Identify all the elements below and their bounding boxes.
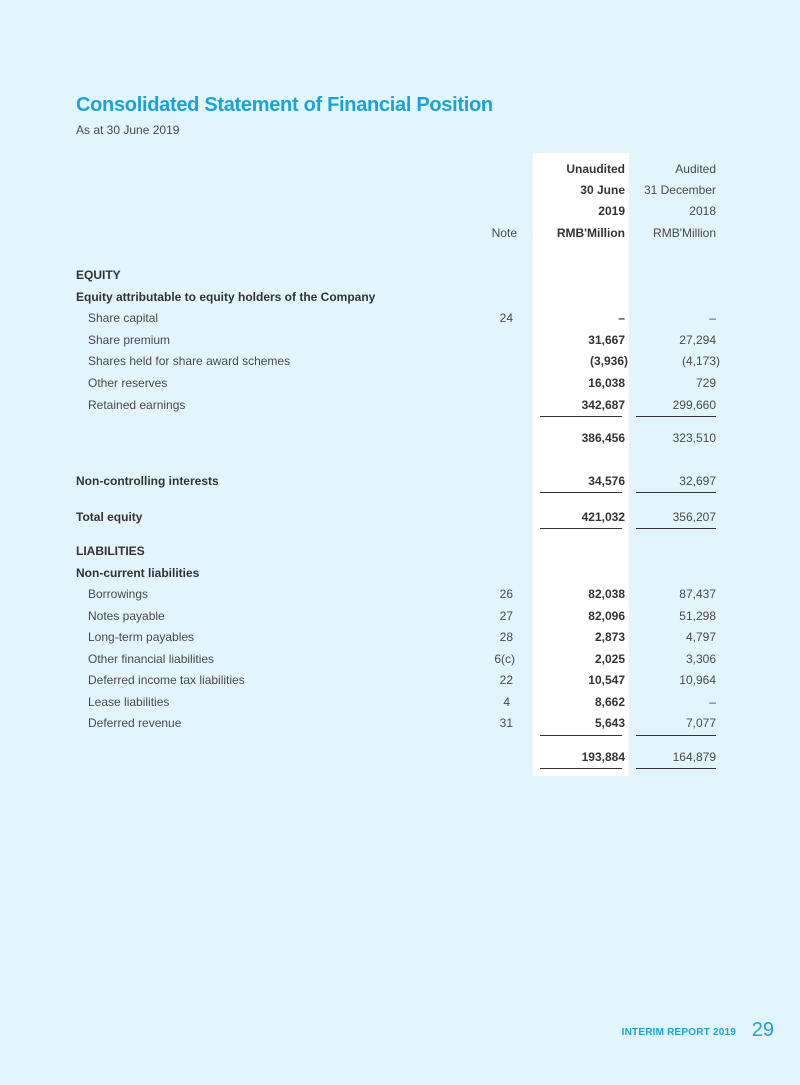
row-value-2019: 34,576: [588, 474, 625, 488]
row-label: Other financial liabilities: [88, 652, 215, 666]
subsection-label: Equity attributable to equity holders of the Company: [76, 290, 376, 304]
row-label: Retained earnings: [88, 398, 186, 412]
row-label: Shares held for share award schemes: [88, 354, 291, 368]
underline-2018: [636, 735, 716, 736]
row-value-2018: 87,437: [679, 587, 716, 601]
table-row: [0, 354, 800, 372]
section-liabilities: [0, 544, 800, 562]
row-label: Lease liabilities: [88, 695, 170, 709]
subtotal-2019: 193,884: [581, 750, 625, 764]
row-value-2019: 2,873: [594, 630, 625, 644]
underline-2018: [636, 768, 716, 769]
row-note: 31: [499, 716, 513, 730]
row-label: Other reserves: [88, 376, 168, 390]
row-value-2019: 82,096: [588, 609, 625, 623]
row-value-2019: 31,667: [588, 333, 625, 347]
header-audited-unit: RMB'Million: [653, 226, 716, 240]
row-note: 27: [499, 609, 513, 623]
row-label: Total equity: [76, 510, 143, 524]
table-row: [0, 716, 800, 734]
subtotal-2019: 386,456: [581, 431, 625, 445]
table-row: [0, 673, 800, 691]
subsection-equity-holders: [0, 290, 800, 308]
row-value-2018: 299,660: [672, 398, 716, 412]
table-row: [0, 609, 800, 627]
row-label: Notes payable: [88, 609, 165, 623]
underline-2019: [540, 768, 622, 769]
row-label: Non-controlling interests: [76, 474, 219, 488]
header-unaudited-unit: RMB'Million: [556, 226, 625, 240]
table-row: [0, 652, 800, 670]
row-value-2019: 421,032: [581, 510, 625, 524]
subsection-label: Non-current liabilities: [76, 566, 200, 580]
total-equity-row: [0, 510, 800, 528]
table-row: [0, 587, 800, 605]
header-audited-year: 2018: [689, 204, 716, 218]
row-label: Deferred revenue: [88, 716, 182, 730]
report-label: INTERIM REPORT 2019: [621, 1027, 736, 1038]
row-value-2018: 3,306: [685, 652, 716, 666]
underline-2018: [636, 492, 716, 493]
row-value-2019: 16,038: [588, 376, 625, 390]
subtotal-row: [0, 431, 800, 449]
row-value-2019: 8,662: [594, 695, 625, 709]
section-label: EQUITY: [76, 268, 121, 282]
header-note: Note: [491, 226, 517, 240]
row-value-2018: –: [709, 695, 716, 709]
row-value-2019: 2,025: [594, 652, 625, 666]
row-value-2018: 51,298: [679, 609, 716, 623]
nci-row: [0, 474, 800, 492]
page-number: 29: [751, 1019, 774, 1041]
page-subtitle: As at 30 June 2019: [76, 123, 180, 137]
underline-2019: [540, 528, 622, 529]
underline-2019: [540, 735, 622, 736]
table-row: [0, 333, 800, 351]
row-value-2019: 82,038: [588, 587, 625, 601]
table-row: [0, 398, 800, 416]
underline-2018: [636, 528, 716, 529]
row-note: 26: [499, 587, 513, 601]
row-label: Borrowings: [88, 587, 149, 601]
row-label: Share capital: [88, 311, 159, 325]
row-value-2018: 729: [695, 376, 716, 390]
table-row: [0, 695, 800, 713]
subtotal-2018: 164,879: [672, 750, 716, 764]
subtotal-2018: 323,510: [672, 431, 716, 445]
row-label: Long-term payables: [88, 630, 195, 644]
row-value-2019: 5,643: [594, 716, 625, 730]
row-value-2018: 4,797: [685, 630, 716, 644]
table-row: [0, 376, 800, 394]
underline-2018: [636, 416, 716, 417]
row-note: 24: [499, 311, 513, 325]
row-value-2019: –: [618, 311, 625, 325]
header-audited: Audited: [675, 162, 716, 176]
header-unaudited-year: 2019: [598, 204, 625, 218]
row-value-2018: 27,294: [679, 333, 716, 347]
row-note: 6(c): [494, 652, 515, 666]
table-row: [0, 630, 800, 648]
underline-2019: [540, 492, 622, 493]
row-value-2019: 10,547: [588, 673, 625, 687]
header-audited-date: 31 December: [643, 183, 716, 197]
page-title: Consolidated Statement of Financial Position: [76, 94, 493, 116]
section-label: LIABILITIES: [76, 544, 145, 558]
subsection-non-current: [0, 566, 800, 584]
underline-2019: [540, 416, 622, 417]
row-label: Deferred income tax liabilities: [88, 673, 245, 687]
row-value-2019: 342,687: [581, 398, 625, 412]
row-value-2018: 32,697: [679, 474, 716, 488]
header-unaudited: Unaudited: [566, 162, 625, 176]
subtotal-row: [0, 750, 800, 768]
row-note: 28: [499, 630, 513, 644]
row-label: Share premium: [88, 333, 171, 347]
row-note: 4: [503, 695, 510, 709]
row-value-2018: –: [709, 311, 716, 325]
row-value-2018: 7,077: [685, 716, 716, 730]
table-row: [0, 311, 800, 329]
row-value-2018: (4,173): [681, 354, 720, 368]
header-unaudited-date: 30 June: [580, 183, 625, 197]
row-value-2019: (3,936): [589, 354, 628, 368]
section-equity: [0, 268, 800, 286]
row-note: 22: [499, 673, 513, 687]
row-value-2018: 356,207: [672, 510, 716, 524]
row-value-2018: 10,964: [679, 673, 716, 687]
